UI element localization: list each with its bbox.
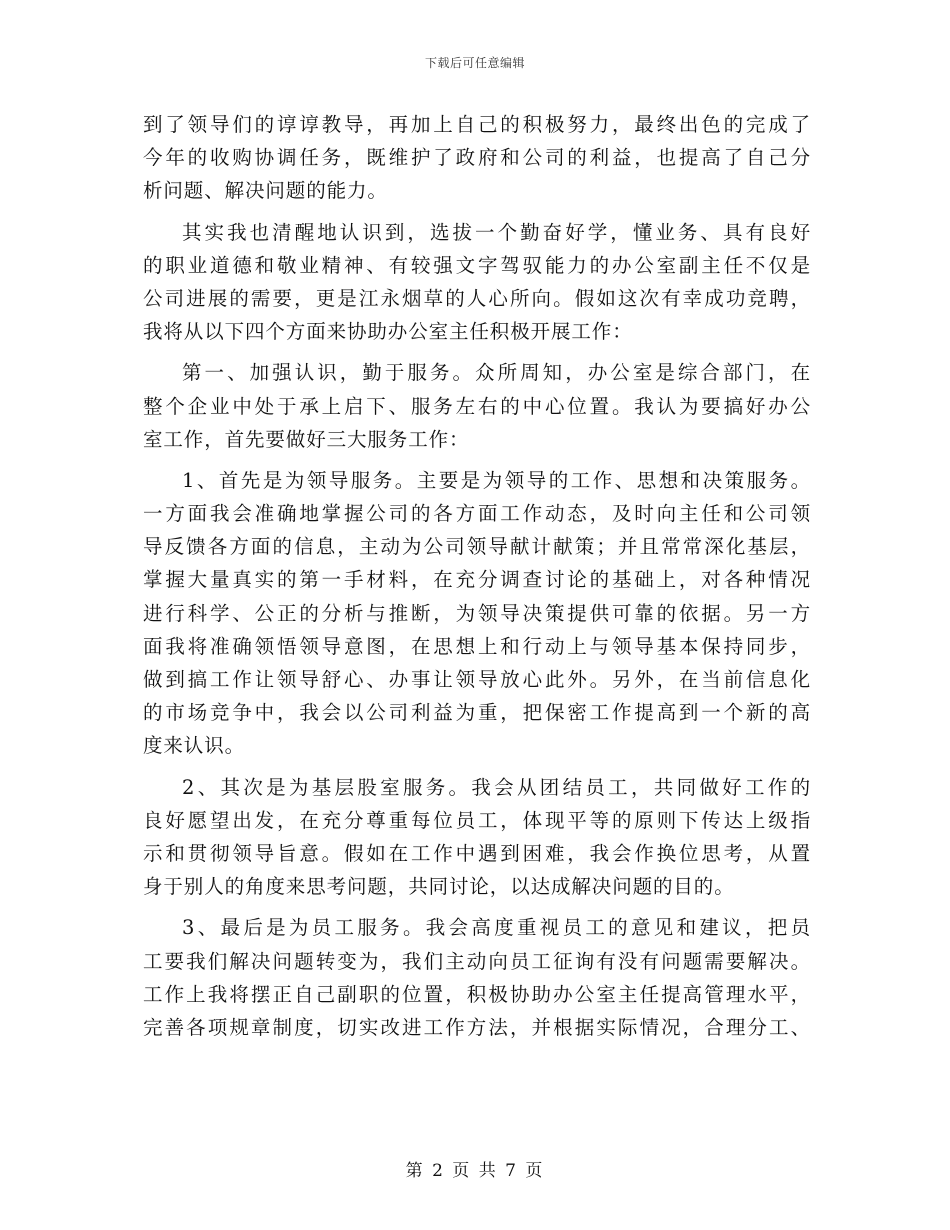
page-number-footer: 第 2 页 共 7 页 bbox=[405, 1161, 545, 1181]
text-line: 其实我也清醒地认识到，选拔一个勤奋好学，懂业务、具有良好 bbox=[182, 220, 811, 244]
text-line: 身于别人的角度来思考问题，共同讨论，以达成解决问题的目的。 bbox=[143, 875, 735, 899]
paragraph-gap bbox=[143, 763, 811, 771]
text-line: 析问题、解决问题的能力。 bbox=[143, 179, 388, 203]
paragraph bbox=[143, 356, 811, 456]
text-line: 工作上我将摆正自己副职的位置，积极协助办公室主任提高管理水平， bbox=[143, 982, 811, 1006]
text-line: 我将从以下四个方面来协助办公室主任积极开展工作： bbox=[143, 320, 633, 344]
document-body bbox=[143, 108, 811, 1044]
paragraph bbox=[143, 108, 811, 208]
text-line: 到了领导们的谆谆教导，再加上自己的积极努力，最终出色的完成了 bbox=[143, 113, 811, 136]
text-line: 公司进展的需要，更是江永烟草的人心所向。假如这次有幸成功竞聘， bbox=[143, 286, 811, 310]
text-line: 的职业道德和敬业精神、有较强文字驾驭能力的办公室副主任不仅是 bbox=[143, 253, 811, 277]
paragraph bbox=[143, 911, 811, 1044]
text-line: 导反馈各方面的信息，主动为公司领导献计献策；并且常常深化基层， bbox=[143, 535, 811, 559]
text-line: 工要我们解决问题转变为，我们主动向员工征询有没有问题需要解决。 bbox=[143, 949, 811, 973]
text-line: 一方面我会准确地掌握公司的各方面工作动态，及时向主任和公司领 bbox=[143, 502, 811, 526]
page-header-note: 下载后可任意编辑 bbox=[424, 56, 525, 70]
text-line: 良好愿望出发，在充分尊重每位员工，体现平等的原则下传达上级指 bbox=[143, 808, 811, 832]
paragraph-gap bbox=[143, 208, 811, 216]
text-line: 第一、加强认识，勤于服务。众所周知，办公室是综合部门，在 bbox=[182, 361, 811, 385]
text-line: 室工作，首先要做好三大服务工作： bbox=[143, 427, 470, 451]
text-line: 完善各项规章制度，切实改进工作方法，并根据实际情况，合理分工、 bbox=[143, 1015, 811, 1039]
paragraph bbox=[143, 771, 811, 904]
text-line: 1、首先是为领导服务。主要是为领导的工作、思想和决策服务。 bbox=[182, 468, 811, 492]
paragraph-gap bbox=[143, 456, 811, 464]
text-line: 3、最后是为员工服务。我会高度重视员工的意见和建议，把员 bbox=[182, 916, 811, 940]
text-line: 进行科学、公正的分析与推断，为领导决策提供可靠的依据。另一方 bbox=[143, 601, 811, 625]
text-line: 的市场竞争中，我会以公司利益为重，把保密工作提高到一个新的高 bbox=[143, 701, 811, 725]
text-line: 做到搞工作让领导舒心、办事让领导放心此外。另外，在当前信息化 bbox=[143, 668, 811, 691]
paragraph-gap bbox=[143, 903, 811, 911]
text-line: 2、其次是为基层股室服务。我会从团结员工，共同做好工作的 bbox=[182, 775, 811, 799]
paragraph bbox=[143, 464, 811, 763]
paragraph-gap bbox=[143, 348, 811, 356]
text-line: 度来认识。 bbox=[143, 734, 246, 758]
text-line: 掌握大量真实的第一手材料，在充分调查讨论的基础上，对各种情况 bbox=[143, 568, 811, 592]
text-line: 示和贯彻领导旨意。假如在工作中遇到困难，我会作换位思考，从置 bbox=[143, 841, 811, 865]
text-line: 整个企业中处于承上启下、服务左右的中心位置。我认为要搞好办公 bbox=[143, 394, 811, 418]
text-line: 今年的收购协调任务，既维护了政府和公司的利益，也提高了自己分 bbox=[143, 146, 811, 170]
text-line: 面我将准确领悟领导意图，在思想上和行动上与领导基本保持同步， bbox=[143, 634, 811, 658]
paragraph bbox=[143, 216, 811, 349]
